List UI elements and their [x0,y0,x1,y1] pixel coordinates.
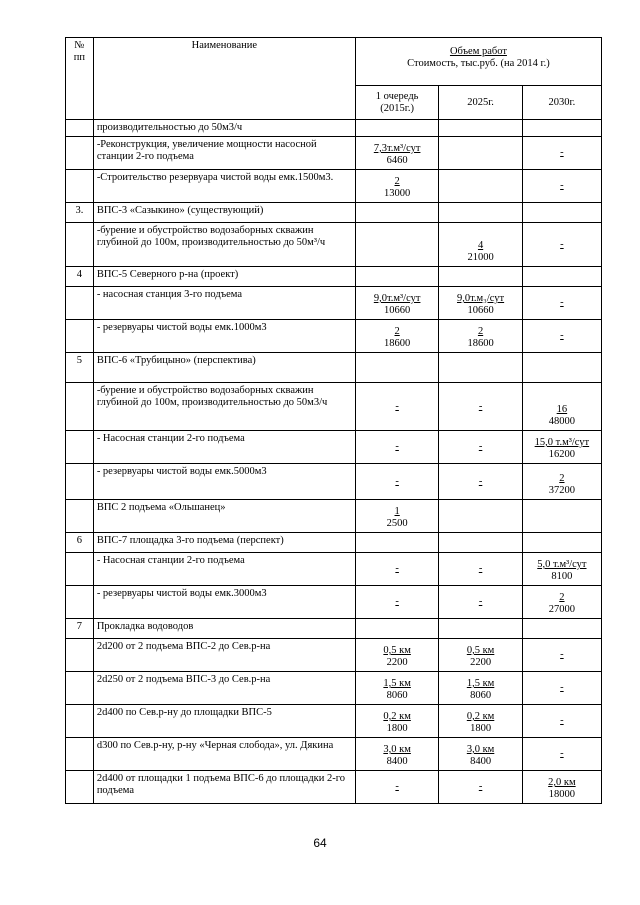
row-number [66,500,94,533]
row-name: -бурение и обустройство водозаборных скважин глубиной до 100м, производительностью до 50м³/ч [93,223,355,267]
value-cell-c1 [355,738,438,771]
value-quantity: 2 [559,592,565,603]
col-header-phase1: 1 очередь (2015г.) [355,86,438,120]
value-cell-c1 [355,170,438,203]
value-cell-c3 [522,287,601,320]
value-quantity: 2 [477,326,484,337]
table-row [66,619,602,639]
value-cell-c3 [522,738,601,771]
value-quantity: 4 [477,240,484,251]
value-quantity: 1,5 км [383,678,411,689]
value-cell-c2 [439,320,522,353]
value-cost: 2200 [470,657,492,668]
value-cost: 10660 [384,305,411,316]
value-cell-c3 [522,553,601,586]
row-name: - резервуары чистой воды емк.3000м3 [93,586,355,619]
value-cost: 1800 [386,723,408,734]
value-cell-c2 [439,223,522,267]
row-name: -бурение и обустройство водозаборных скважин глубиной до 100м, производительностью до 50м3/ч [93,383,355,431]
row-number [66,586,94,619]
value-cell-c2 [439,500,522,533]
value-cell-c1 [355,533,438,553]
value-dash: - [395,475,399,487]
value-cell-c3 [522,267,601,287]
row-name: 2d400 по Сев.р-ну до площадки ВПС-5 [93,705,355,738]
table-row [66,223,602,267]
value-cell-c3 [522,203,601,223]
row-name: - резервуары чистой воды емк.1000м3 [93,320,355,353]
value-quantity: 0,2 км [383,711,411,722]
value-dash: - [560,238,564,250]
value-cell-c2 [439,383,522,431]
table-row [66,383,602,431]
row-name: -Реконструкция, увеличение мощности насосной станции 2-го подъема [93,137,355,170]
table-row [66,533,602,553]
value-cell-c2 [439,639,522,672]
col-header-2025: 2025г. [439,86,522,120]
value-cell-c2 [439,353,522,383]
value-cell-c2 [439,619,522,639]
value-quantity: 0,5 км [383,645,411,656]
value-quantity: 7,3т.м³/сут [373,143,421,154]
row-name: 2d200 от 2 подъема ВПС-2 до Сев.р-на [93,639,355,672]
value-cell-c2 [439,170,522,203]
row-name: ВПС 2 подъема «Ольшанец» [93,500,355,533]
value-dash: - [395,781,399,792]
value-cell-c3 [522,383,601,431]
row-name: ВПС-6 «Трубицыно» (перспектива) [93,353,355,383]
value-cost: 8400 [470,756,492,767]
value-quantity: 3,0 км [383,744,411,755]
value-cell-c3 [522,672,601,705]
value-dash: - [560,147,564,158]
value-cost: 1800 [470,723,492,734]
value-cell-c3 [522,120,601,137]
value-dash: - [560,682,564,693]
table-row [66,353,602,383]
table-row [66,137,602,170]
page-number: 64 [313,836,327,850]
value-cost: 10660 [467,305,494,316]
value-cell-c1 [355,137,438,170]
value-quantity: 9,0т.м³/сут [373,293,421,304]
value-dash: - [395,400,399,412]
row-number [66,705,94,738]
value-dash: - [478,441,483,452]
value-dash: - [560,715,564,726]
row-number [66,137,94,170]
row-number [66,383,94,431]
volume-subtitle: Стоимость, тыс.руб. (на 2014 г.) [407,58,550,69]
value-cost: 6460 [386,155,408,166]
value-cost: 8060 [386,690,408,701]
row-number [66,464,94,500]
value-cell-c1 [355,223,438,267]
value-dash: - [478,563,483,574]
row-number [66,287,94,320]
value-cell-c1 [355,771,438,804]
value-dash: - [395,563,399,574]
row-name: ВПС-3 «Сазыкино» (существующий) [93,203,355,223]
value-cell-c2 [439,533,522,553]
value-cost: 2200 [386,657,408,668]
col-header-num: № пп [66,38,94,120]
value-quantity: 0,5 км [466,645,495,656]
row-name: d300 по Сев.р-ну, р-ну «Черная слобода», ул. Дякина [93,738,355,771]
value-dash: - [560,330,564,341]
row-name: ВПС-5 Северного р-на (проект) [93,267,355,287]
value-cell-c3 [522,223,601,267]
value-cell-c2 [439,771,522,804]
value-cell-c3 [522,353,601,383]
value-dash: - [560,297,564,308]
table-row [66,738,602,771]
value-cost: 21000 [467,252,494,263]
row-name: - резервуары чистой воды емк.5000м3 [93,464,355,500]
value-quantity: 1,5 км [466,678,495,689]
works-table [65,37,602,804]
col-header-name: Наименование [93,38,355,120]
value-cell-c1 [355,267,438,287]
row-name: Прокладка водоводов [93,619,355,639]
value-cell-c1 [355,287,438,320]
value-cell-c1 [355,672,438,705]
row-name: ВПС-7 площадка 3-го подъема (перспект) [93,533,355,553]
row-number: 7 [66,619,94,639]
volume-title: Объем работ [449,46,507,57]
value-cost: 8400 [386,756,408,767]
value-cell-c1 [355,203,438,223]
value-cell-c1 [355,464,438,500]
row-name: -Строительство резервуара чистой воды емк.1500м3. [93,170,355,203]
table-row [66,553,602,586]
row-number [66,639,94,672]
row-number: 5 [66,353,94,383]
table-row [66,705,602,738]
table-row [66,464,602,500]
value-cell-c2 [439,137,522,170]
value-cell-c3 [522,533,601,553]
value-cell-c1 [355,619,438,639]
table-row [66,771,602,804]
row-number [66,672,94,705]
value-cell-c1 [355,586,438,619]
row-number [66,553,94,586]
value-cell-c1 [355,553,438,586]
value-cell-c3 [522,464,601,500]
value-cost: 8100 [551,571,573,582]
value-cell-c1 [355,639,438,672]
col-header-volume [355,38,601,86]
value-cell-c3 [522,639,601,672]
value-cost: 48000 [548,416,576,427]
value-cost: 13000 [384,188,411,199]
row-number: 6 [66,533,94,553]
value-cell-c3 [522,500,601,533]
row-number: 3. [66,203,94,223]
table-row [66,267,602,287]
row-number [66,320,94,353]
value-cell-c3 [522,320,601,353]
table-row [66,586,602,619]
value-quantity: 2 [394,176,400,187]
value-cell-c2 [439,464,522,500]
value-cell-c3 [522,137,601,170]
row-number [66,771,94,804]
value-cell-c2 [439,586,522,619]
value-quantity: 0,2 км [466,711,495,722]
value-cost: 8060 [470,690,492,701]
row-number [66,170,94,203]
value-cell-c1 [355,120,438,137]
table-row [66,120,602,137]
value-quantity: 9,0т.м₃/сут [456,293,505,304]
value-cell-c2 [439,672,522,705]
value-cell-c2 [439,120,522,137]
value-dash: - [560,649,564,660]
value-cell-c1 [355,431,438,464]
value-dash: - [478,781,483,792]
value-quantity: 3,0 км [466,744,495,755]
value-cell-c1 [355,500,438,533]
value-dash: - [478,596,483,607]
row-number [66,223,94,267]
value-quantity: 16 [556,404,568,415]
value-dash: - [560,748,564,759]
value-quantity: 2 [559,473,565,484]
value-cell-c2 [439,705,522,738]
value-cell-c1 [355,353,438,383]
value-cell-c2 [439,431,522,464]
table-row [66,170,602,203]
value-cost: 16200 [548,449,576,460]
value-quantity: 15,0 т.м³/сут [534,437,590,448]
value-cell-c2 [439,203,522,223]
value-cost: 37200 [548,485,576,496]
value-cell-c1 [355,320,438,353]
value-cell-c3 [522,586,601,619]
value-dash: - [478,400,483,412]
value-cell-c3 [522,431,601,464]
value-cost: 18000 [548,789,576,800]
table-row [66,639,602,672]
table-row [66,320,602,353]
row-name: - насосная станция 3-го подъема [93,287,355,320]
row-name: 2d250 от 2 подъема ВПС-3 до Сев.р-на [93,672,355,705]
value-cost: 18600 [467,338,494,349]
value-dash: - [395,441,399,452]
value-quantity: 2 [394,326,400,337]
row-name: - Насосная станции 2-го подъема [93,431,355,464]
value-cost: 27000 [548,604,576,615]
row-name: 2d400 от площадки 1 подъема ВПС-6 до площадки 2-го подъема [93,771,355,804]
table-row [66,203,602,223]
value-cell-c2 [439,553,522,586]
value-cell-c1 [355,705,438,738]
row-name: производительностью до 50м3/ч [93,120,355,137]
value-quantity: 1 [394,506,400,517]
row-number: 4 [66,267,94,287]
value-cell-c3 [522,170,601,203]
row-number [66,120,94,137]
value-cell-c3 [522,771,601,804]
value-dash: - [395,596,399,607]
table-row [66,500,602,533]
row-number [66,738,94,771]
value-dash: - [478,475,483,487]
table-row [66,431,602,464]
value-quantity: 5,0 т.м³/сут [537,559,587,570]
table-row [66,672,602,705]
table-row [66,287,602,320]
value-cell-c2 [439,287,522,320]
row-name: - Насосная станции 2-го подъема [93,553,355,586]
row-number [66,431,94,464]
value-cost: 2500 [386,518,408,529]
col-header-2030: 2030г. [522,86,601,120]
value-cell-c3 [522,705,601,738]
value-quantity: 2,0 км [548,777,576,788]
value-cost: 18600 [384,338,411,349]
value-cell-c1 [355,383,438,431]
value-cell-c2 [439,267,522,287]
value-cell-c2 [439,738,522,771]
value-cell-c3 [522,619,601,639]
value-dash: - [560,180,564,191]
